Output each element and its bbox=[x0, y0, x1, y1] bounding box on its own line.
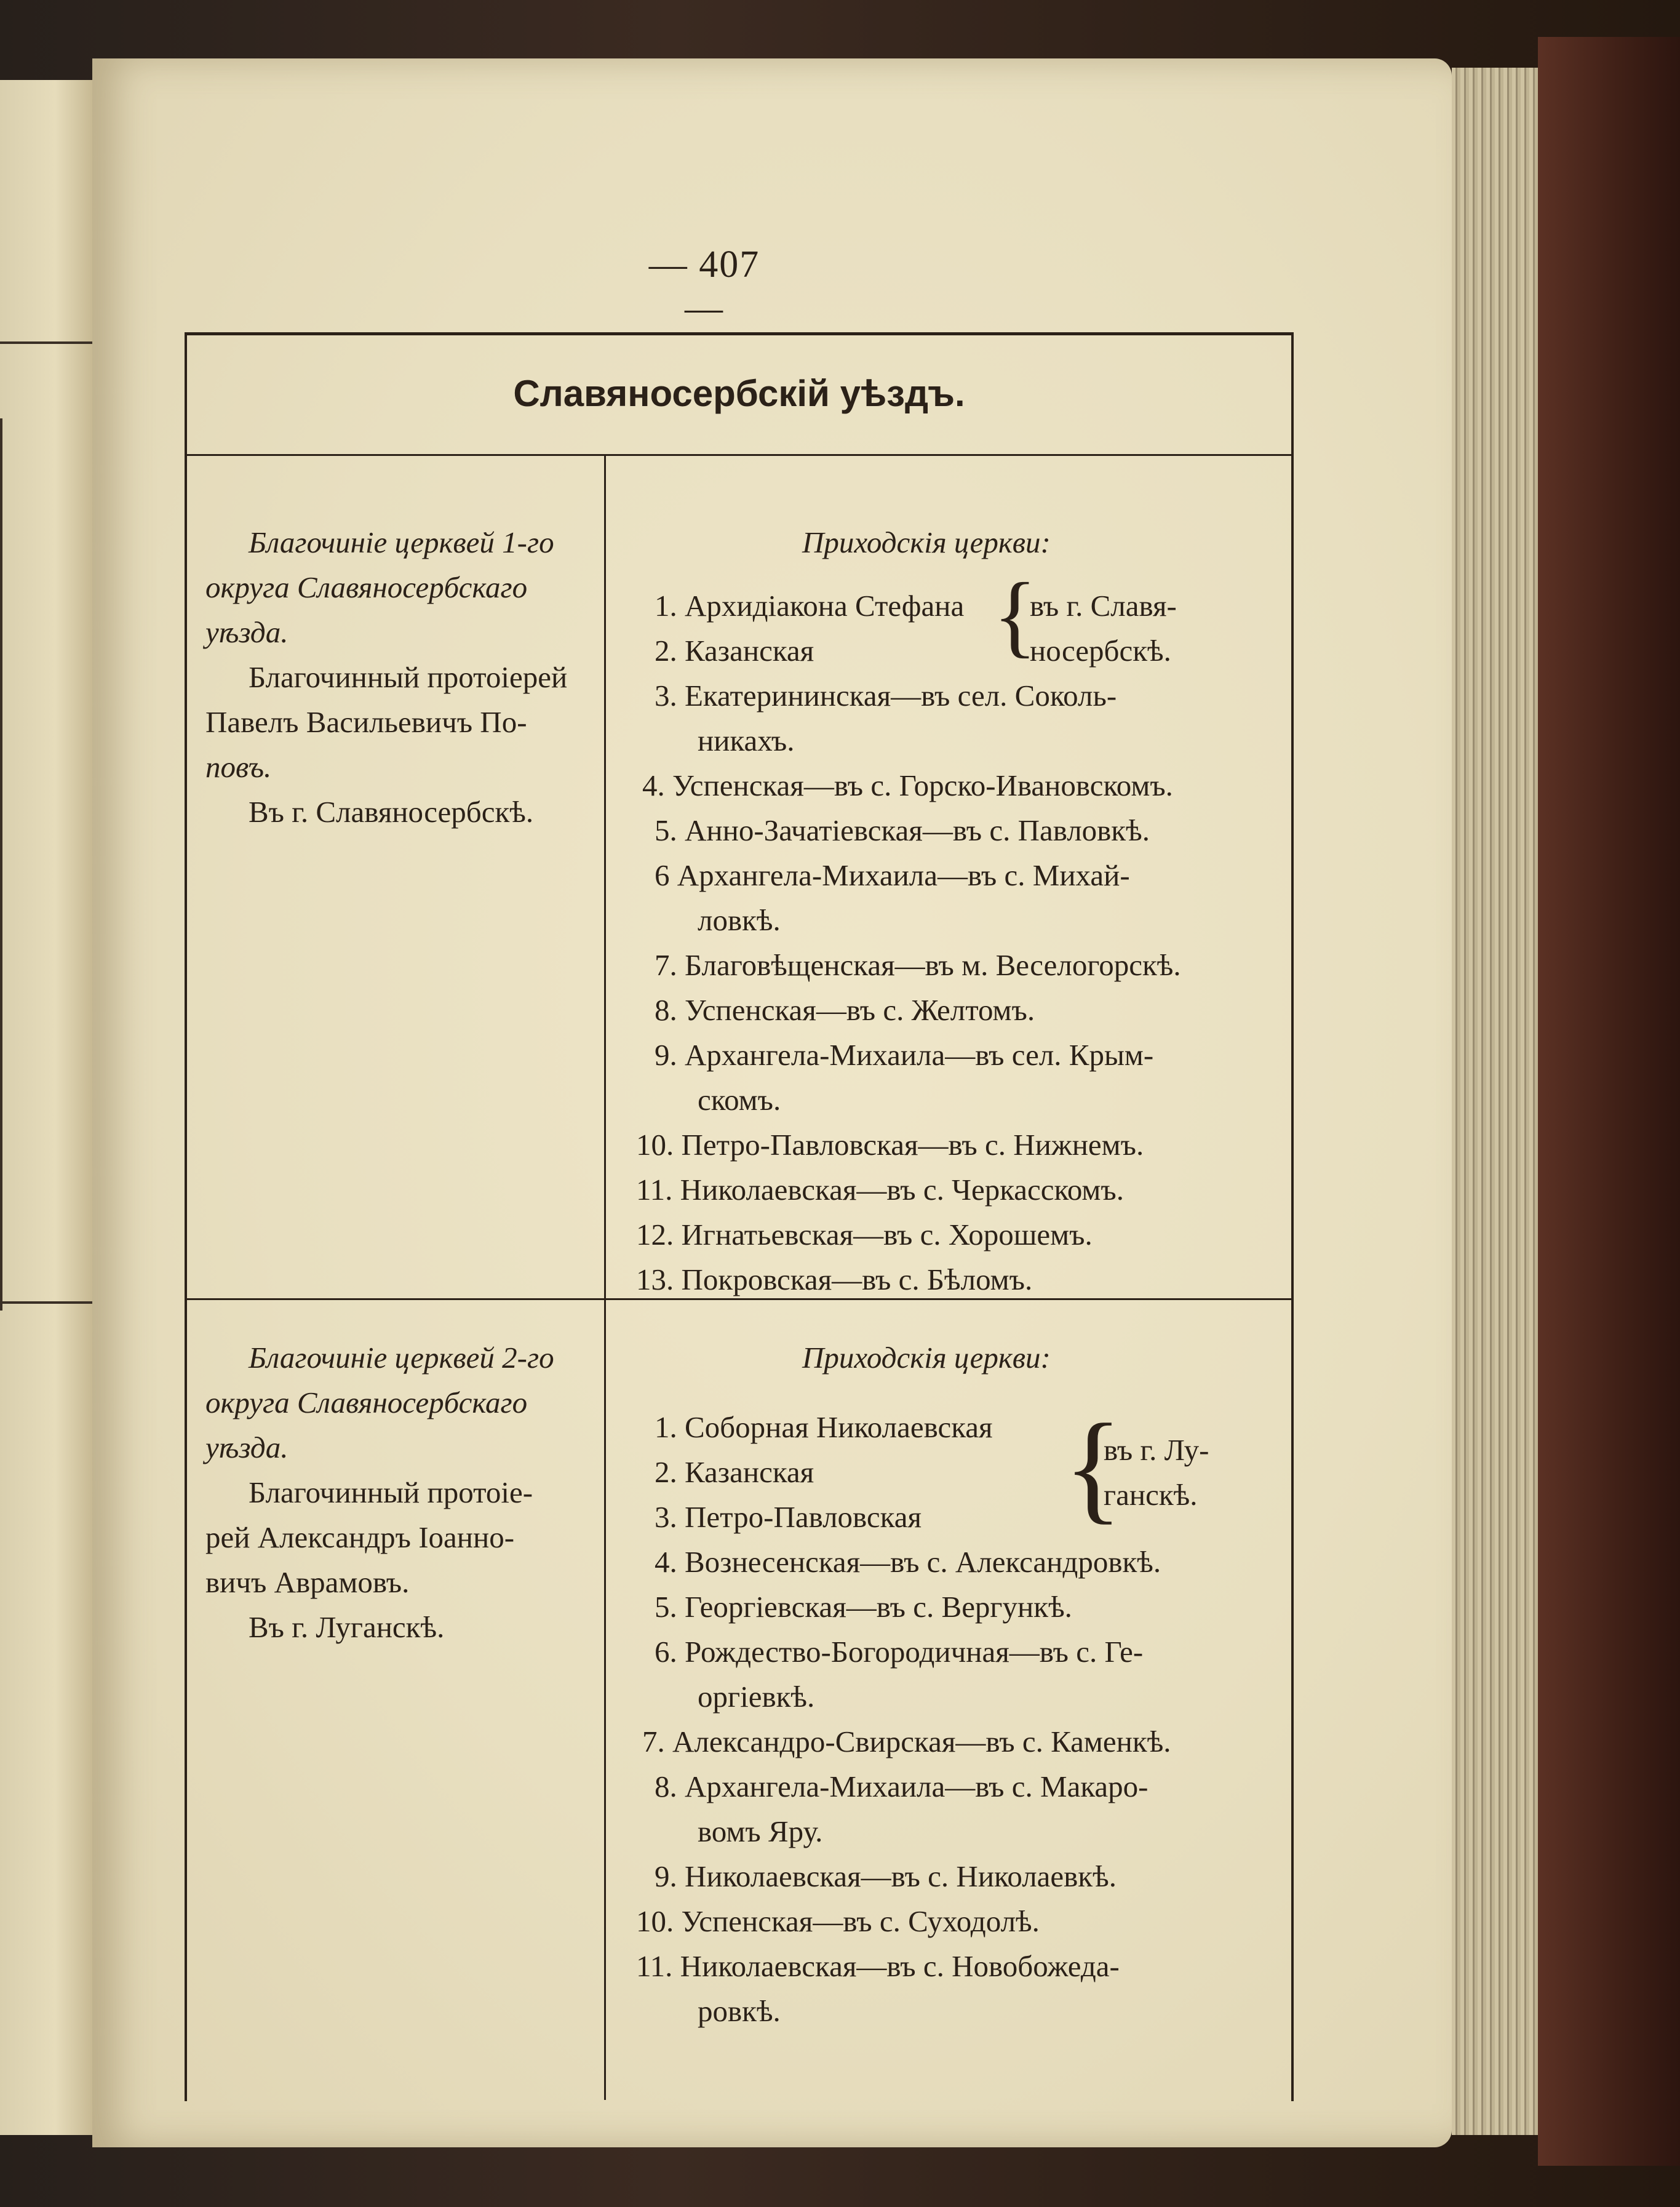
section-1-left bbox=[205, 520, 599, 834]
left-line: округа Славяносербскаго bbox=[205, 1386, 528, 1419]
church-entry: вомъ Яру. bbox=[698, 1814, 823, 1848]
column-divider bbox=[604, 1300, 606, 2100]
left-line: вичъ Аврамовъ. bbox=[205, 1565, 410, 1599]
church-entry: 4. Успенская—въ с. Горско-Ивановскомъ. bbox=[642, 768, 1173, 802]
left-line: Благочиніе церквей 2-го bbox=[249, 1341, 554, 1375]
page-edges bbox=[1452, 68, 1538, 2135]
left-line: уѣзда. bbox=[205, 1431, 289, 1464]
parish-heading: Приходскія церкви: bbox=[802, 525, 1051, 559]
church-entry: 2. Казанская bbox=[655, 1455, 814, 1489]
brace-note-line: ганскѣ. bbox=[1104, 1478, 1198, 1512]
book-cover bbox=[1538, 37, 1680, 2166]
church-entry: 7. Благовѣщенская—въ м. Веселогорскѣ. bbox=[655, 948, 1181, 982]
church-entry: 11. Николаевская—въ с. Новобожеда- bbox=[636, 1949, 1120, 1983]
title-rule bbox=[187, 454, 1291, 456]
church-entry: 10. Успенская—въ с. Суходолѣ. bbox=[636, 1904, 1040, 1938]
section-2-left bbox=[205, 1335, 599, 1650]
left-line: округа Славяносербскаго bbox=[205, 570, 528, 604]
church-entry: скомъ. bbox=[698, 1083, 781, 1117]
left-line: Въ г. Славяносербскѣ. bbox=[249, 795, 534, 829]
church-entry: 9. Николаевская—въ с. Николаевкѣ. bbox=[655, 1859, 1117, 1893]
church-entry: 5. Анно-Зачатіевская—въ с. Павловкѣ. bbox=[655, 813, 1150, 847]
district-title: Славяносербскій уѣздъ. bbox=[513, 373, 965, 414]
church-entry: 11. Николаевская—въ с. Черкасскомъ. bbox=[636, 1173, 1124, 1207]
church-entry: 8. Архангела-Михаила—въ с. Макаро- bbox=[655, 1770, 1149, 1803]
church-entry: 4. Вознесенская—въ с. Александровкѣ. bbox=[655, 1545, 1161, 1579]
brace-note-line: въ г. Лу- bbox=[1104, 1433, 1209, 1467]
table-frame bbox=[185, 332, 1294, 2101]
church-entry: 3. Екатерининская—въ сел. Соколь- bbox=[655, 679, 1117, 712]
left-page-rule bbox=[0, 341, 92, 344]
brace-symbol: { bbox=[993, 564, 1037, 666]
church-entry: 13. Покровская—въ с. Бѣломъ. bbox=[636, 1263, 1033, 1296]
church-entry: 6 Архангела-Михаила—въ с. Михай- bbox=[655, 858, 1130, 892]
left-page-rule bbox=[0, 1301, 92, 1304]
church-entry: оргіевкѣ. bbox=[698, 1680, 815, 1714]
section-rule bbox=[187, 1298, 1291, 1300]
church-entry: 9. Архангела-Михаила—въ сел. Крым- bbox=[655, 1038, 1154, 1072]
church-entry: 10. Петро-Павловская—въ с. Нижнемъ. bbox=[636, 1128, 1144, 1162]
left-line: Благочинный протоіерей bbox=[249, 660, 568, 694]
church-entry: 7. Александро-Свирская—въ с. Каменкѣ. bbox=[642, 1725, 1171, 1758]
church-entry: никахъ. bbox=[698, 724, 795, 757]
left-line: рей Александръ Іоанно- bbox=[205, 1520, 515, 1554]
church-entry: 1. Соборная Николаевская bbox=[655, 1410, 993, 1444]
section-1-right bbox=[618, 520, 1282, 1302]
left-line: Въ г. Луганскѣ. bbox=[249, 1610, 445, 1644]
church-entry: 6. Рождество-Богородичная—въ с. Ге- bbox=[655, 1635, 1144, 1669]
left-line: повъ. bbox=[205, 750, 272, 784]
church-entry: 1. Архидіакона Стефана bbox=[655, 589, 965, 623]
church-entry: 3. Петро-Павловская bbox=[655, 1500, 922, 1534]
parish-heading: Приходскія церкви: bbox=[802, 1341, 1051, 1375]
brace-note bbox=[1104, 1427, 1209, 1517]
brace-note-line: въ г. Славя- bbox=[1030, 589, 1177, 623]
left-line: Благочиніе церквей 1-го bbox=[249, 525, 554, 559]
church-entry: ловкѣ. bbox=[698, 903, 781, 937]
brace-note-line: носербскѣ. bbox=[1030, 634, 1171, 668]
brace-symbol: { bbox=[1064, 1399, 1123, 1535]
left-line: Павелъ Васильевичъ По- bbox=[205, 705, 527, 739]
brace-note bbox=[1030, 583, 1177, 673]
left-page-vertical-rule bbox=[0, 418, 2, 1311]
church-entry: 5. Георгіевская—въ с. Вергункѣ. bbox=[655, 1590, 1072, 1624]
left-line: Благочинный протоіе- bbox=[249, 1475, 533, 1509]
church-entry: 2. Казанская bbox=[655, 634, 814, 668]
left-page-edge bbox=[0, 80, 94, 2135]
left-line: уѣзда. bbox=[205, 615, 289, 649]
page-number: — 407 — bbox=[648, 244, 760, 329]
church-entry: ровкѣ. bbox=[698, 1994, 781, 2028]
church-entry: 8. Успенская—въ с. Желтомъ. bbox=[655, 993, 1035, 1027]
church-entry: 12. Игнатьевская—въ с. Хорошемъ. bbox=[636, 1218, 1093, 1251]
